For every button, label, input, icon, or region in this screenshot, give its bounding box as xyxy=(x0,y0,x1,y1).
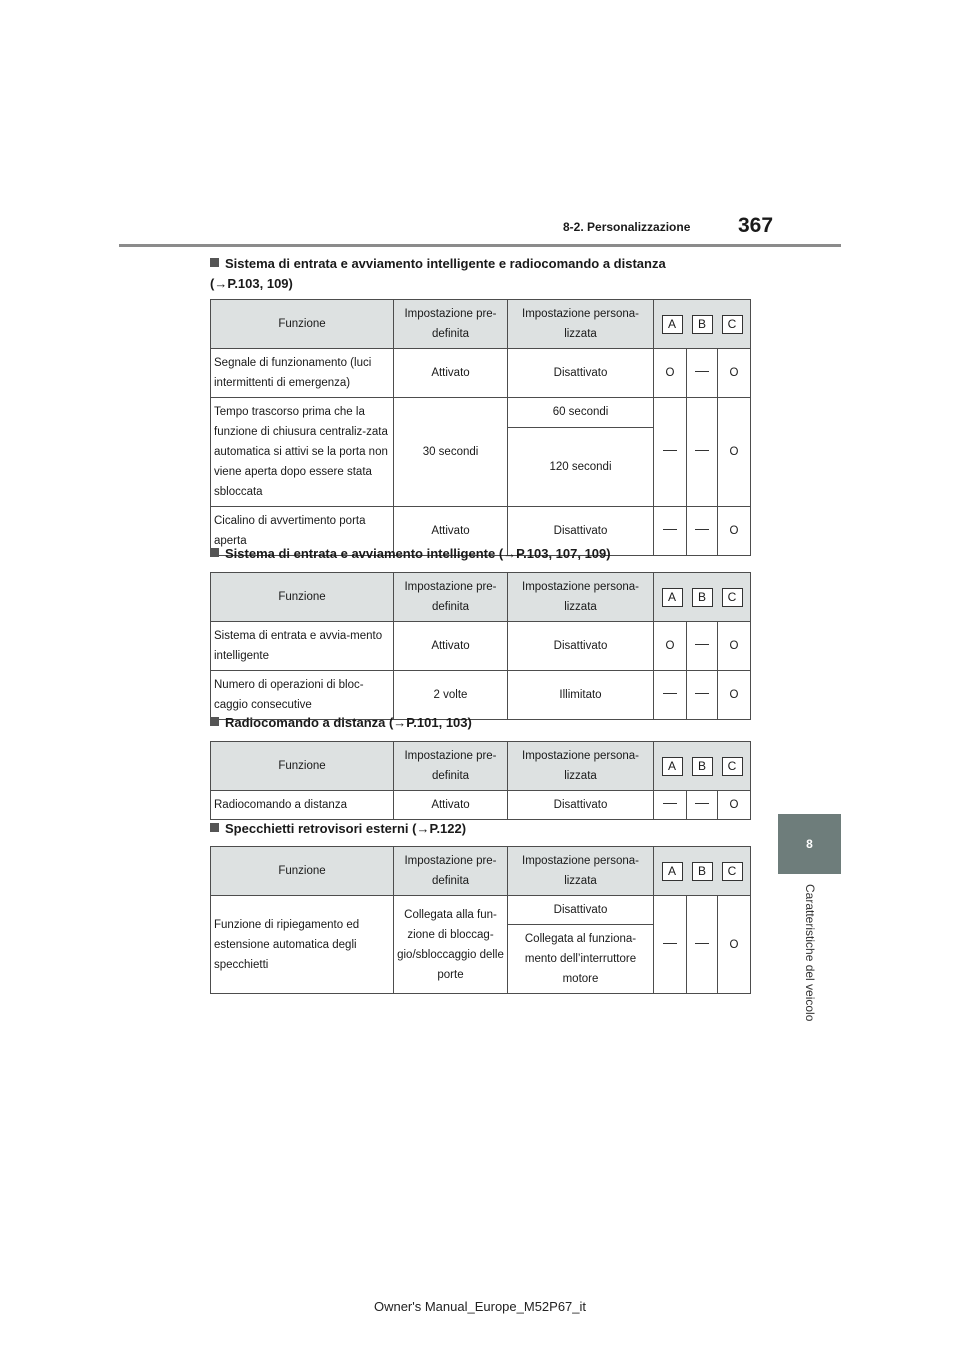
heading-text: (→P.103, 109) xyxy=(210,276,293,291)
badge-a: A xyxy=(662,757,683,776)
badge-a: A xyxy=(662,862,683,881)
section-label: 8-2. Personalizzazione xyxy=(563,220,691,234)
chapter-tab: 8 xyxy=(778,814,841,874)
badge-b: B xyxy=(692,315,713,334)
col-abc xyxy=(654,847,751,896)
heading-text: Sistema di entrata e avviamento intelligente e radiocomando a distanza xyxy=(225,256,666,271)
heading-text: Sistema di entrata e avviamento intelligente (→P.103, 107, 109) xyxy=(225,546,611,561)
col-funzione: Funzione xyxy=(211,300,394,349)
cell-personalizzata: Collegata al funziona-mento dell’interruttore motore xyxy=(508,925,654,994)
cell-a xyxy=(654,791,687,820)
cell-predefinita: Attivato xyxy=(394,507,508,556)
cell-c: O xyxy=(718,398,751,507)
cell-c: O xyxy=(718,896,751,994)
bullet-icon xyxy=(210,548,219,557)
cell-a xyxy=(654,671,687,720)
settings-table xyxy=(210,299,751,556)
col-predefinita: Impostazione pre-definita xyxy=(394,742,508,791)
col-funzione: Funzione xyxy=(211,847,394,896)
cell-b xyxy=(687,507,718,556)
cell-b xyxy=(687,622,718,671)
bullet-icon xyxy=(210,258,219,267)
cell-c: O xyxy=(718,622,751,671)
bullet-icon xyxy=(210,823,219,832)
col-personalizzata: Impostazione persona-lizzata xyxy=(508,742,654,791)
col-predefinita: Impostazione pre-definita xyxy=(394,573,508,622)
cell-predefinita: Attivato xyxy=(394,791,508,820)
badge-c: C xyxy=(722,588,743,607)
cell-a: O xyxy=(654,349,687,398)
settings-table xyxy=(210,741,751,820)
chapter-label: Caratteristiche del veicolo xyxy=(803,884,817,1022)
cell-funzione: Radiocomando a distanza xyxy=(211,791,394,820)
cell-funzione: Segnale di funzionamento (luci intermittenti di emergenza) xyxy=(211,349,394,398)
cell-predefinita: Attivato xyxy=(394,349,508,398)
cell-funzione: Funzione di ripiegamento ed estensione automatica degli specchietti xyxy=(211,896,394,994)
badge-c: C xyxy=(722,315,743,334)
cell-b xyxy=(687,896,718,994)
header-rule xyxy=(119,244,841,247)
heading-text: Radiocomando a distanza (→P.101, 103) xyxy=(225,715,472,730)
col-predefinita: Impostazione pre-definita xyxy=(394,847,508,896)
cell-personalizzata: 120 secondi xyxy=(508,427,654,506)
cell-predefinita: 2 volte xyxy=(394,671,508,720)
cell-personalizzata: Disattivato xyxy=(508,896,654,925)
cell-funzione: Sistema di entrata e avvia-mento intelligente xyxy=(211,622,394,671)
cell-personalizzata: Disattivato xyxy=(508,622,654,671)
cell-a xyxy=(654,398,687,507)
badge-a: A xyxy=(662,588,683,607)
badge-a: A xyxy=(662,315,683,334)
badge-c: C xyxy=(722,862,743,881)
section-heading xyxy=(210,819,466,839)
cell-c: O xyxy=(718,349,751,398)
cell-personalizzata: 60 secondi xyxy=(508,398,654,428)
footer-text: Owner's Manual_Europe_M52P67_it xyxy=(373,1299,587,1314)
cell-b xyxy=(687,671,718,720)
cell-a: O xyxy=(654,622,687,671)
col-funzione: Funzione xyxy=(211,742,394,791)
page-number: 367 xyxy=(738,214,774,237)
badge-c: C xyxy=(722,757,743,776)
col-predefinita: Impostazione pre-definita xyxy=(394,300,508,349)
col-abc xyxy=(654,742,751,791)
settings-table xyxy=(210,572,751,720)
col-abc xyxy=(654,300,751,349)
cell-c: O xyxy=(718,507,751,556)
cell-c: O xyxy=(718,671,751,720)
col-funzione: Funzione xyxy=(211,573,394,622)
cell-funzione: Numero di operazioni di bloc-caggio consecutive xyxy=(211,671,394,720)
cell-personalizzata: Illimitato xyxy=(508,671,654,720)
cell-funzione: Cicalino di avvertimento porta aperta xyxy=(211,507,394,556)
cell-funzione: Tempo trascorso prima che la funzione di chiusura centraliz-zata automatica si attivi se la porta non viene aperta dopo essere stata sbloccata xyxy=(211,398,394,507)
cell-predefinita: Collegata alla fun-zione di bloccag-gio/sbloccaggio delle porte xyxy=(394,896,508,994)
cell-c: O xyxy=(718,791,751,820)
cell-personalizzata: Disattivato xyxy=(508,507,654,556)
section-heading xyxy=(210,544,611,564)
cell-personalizzata: Disattivato xyxy=(508,349,654,398)
badge-b: B xyxy=(692,588,713,607)
badge-b: B xyxy=(692,862,713,881)
cell-personalizzata: Disattivato xyxy=(508,791,654,820)
badge-b: B xyxy=(692,757,713,776)
cell-b xyxy=(687,349,718,398)
section-heading xyxy=(210,713,472,733)
settings-table xyxy=(210,846,751,994)
cell-predefinita: 30 secondi xyxy=(394,398,508,507)
cell-a xyxy=(654,507,687,556)
heading-text: Specchietti retrovisori esterni (→P.122) xyxy=(225,821,467,836)
bullet-icon xyxy=(210,717,219,726)
col-personalizzata: Impostazione persona-lizzata xyxy=(508,300,654,349)
cell-b xyxy=(687,398,718,507)
col-personalizzata: Impostazione persona-lizzata xyxy=(508,573,654,622)
section-heading xyxy=(210,254,666,294)
cell-predefinita: Attivato xyxy=(394,622,508,671)
col-abc xyxy=(654,573,751,622)
col-personalizzata: Impostazione persona-lizzata xyxy=(508,847,654,896)
cell-b xyxy=(687,791,718,820)
cell-a xyxy=(654,896,687,994)
